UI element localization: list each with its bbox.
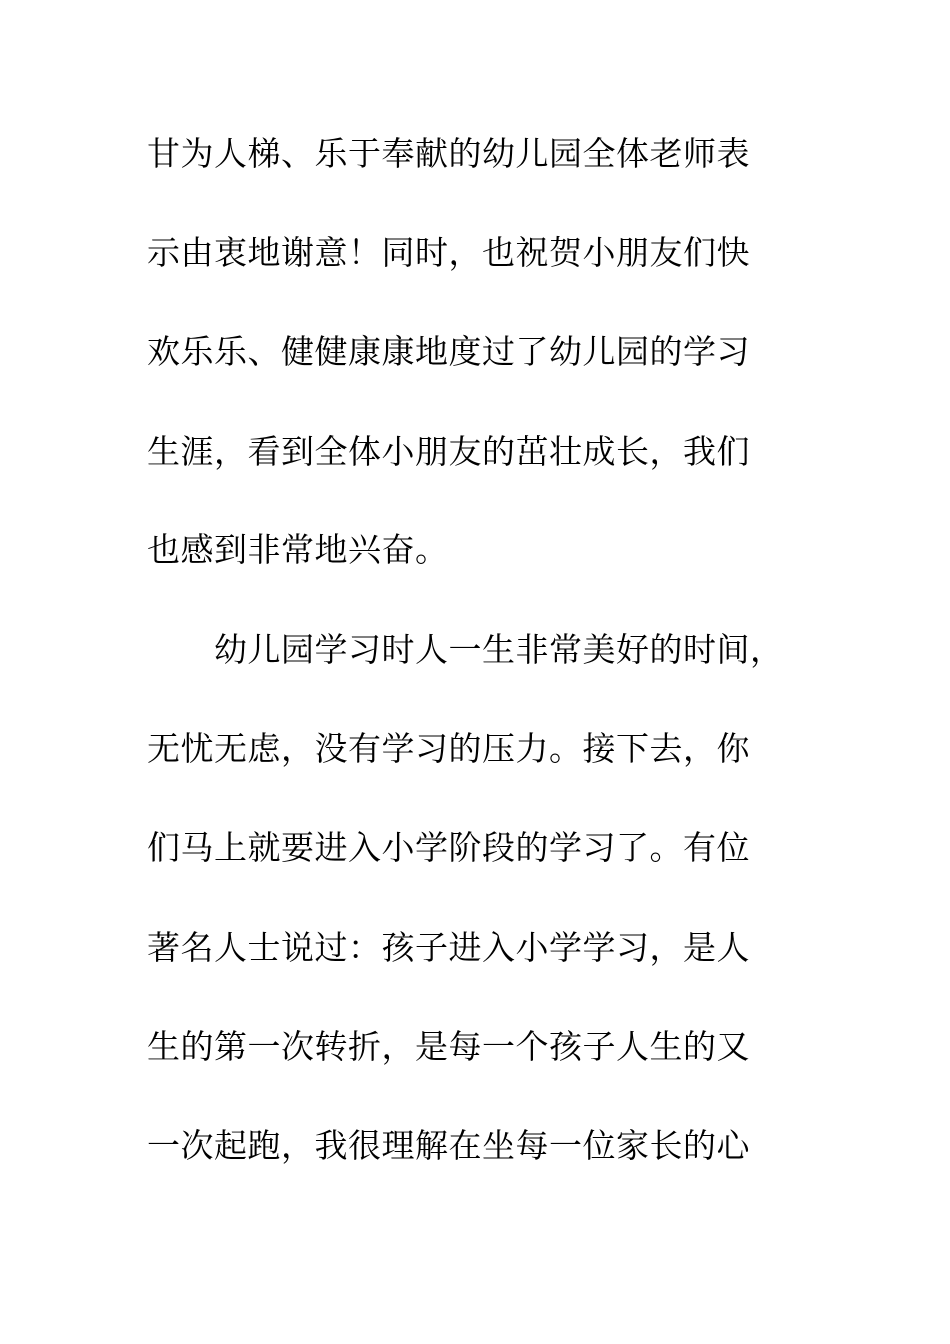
text-line-1: 甘为人梯、乐于奉献的幼儿园全体老师表 <box>147 134 750 173</box>
text-line-8: 们马上就要进入小学阶段的学习了。有位 <box>147 828 750 867</box>
text-line-5: 也感到非常地兴奋。 <box>147 530 449 569</box>
text-line-11: 一次起跑，我很理解在坐每一位家长的心 <box>147 1126 750 1165</box>
text-line-6: 幼儿园学习时人一生非常美好的时间， <box>214 630 784 669</box>
text-line-7: 无忧无虑，没有学习的压力。接下去，你 <box>147 729 750 768</box>
text-line-3: 欢乐乐、健健康康地度过了幼儿园的学习 <box>147 332 750 371</box>
text-line-10: 生的第一次转折，是每一个孩子人生的又 <box>147 1027 750 1066</box>
text-line-4: 生涯，看到全体小朋友的茁壮成长，我们 <box>147 432 750 471</box>
text-line-2: 示由衷地谢意！同时，也祝贺小朋友们快 <box>147 233 750 272</box>
text-line-9: 著名人士说过：孩子进入小学学习，是人 <box>147 928 750 967</box>
